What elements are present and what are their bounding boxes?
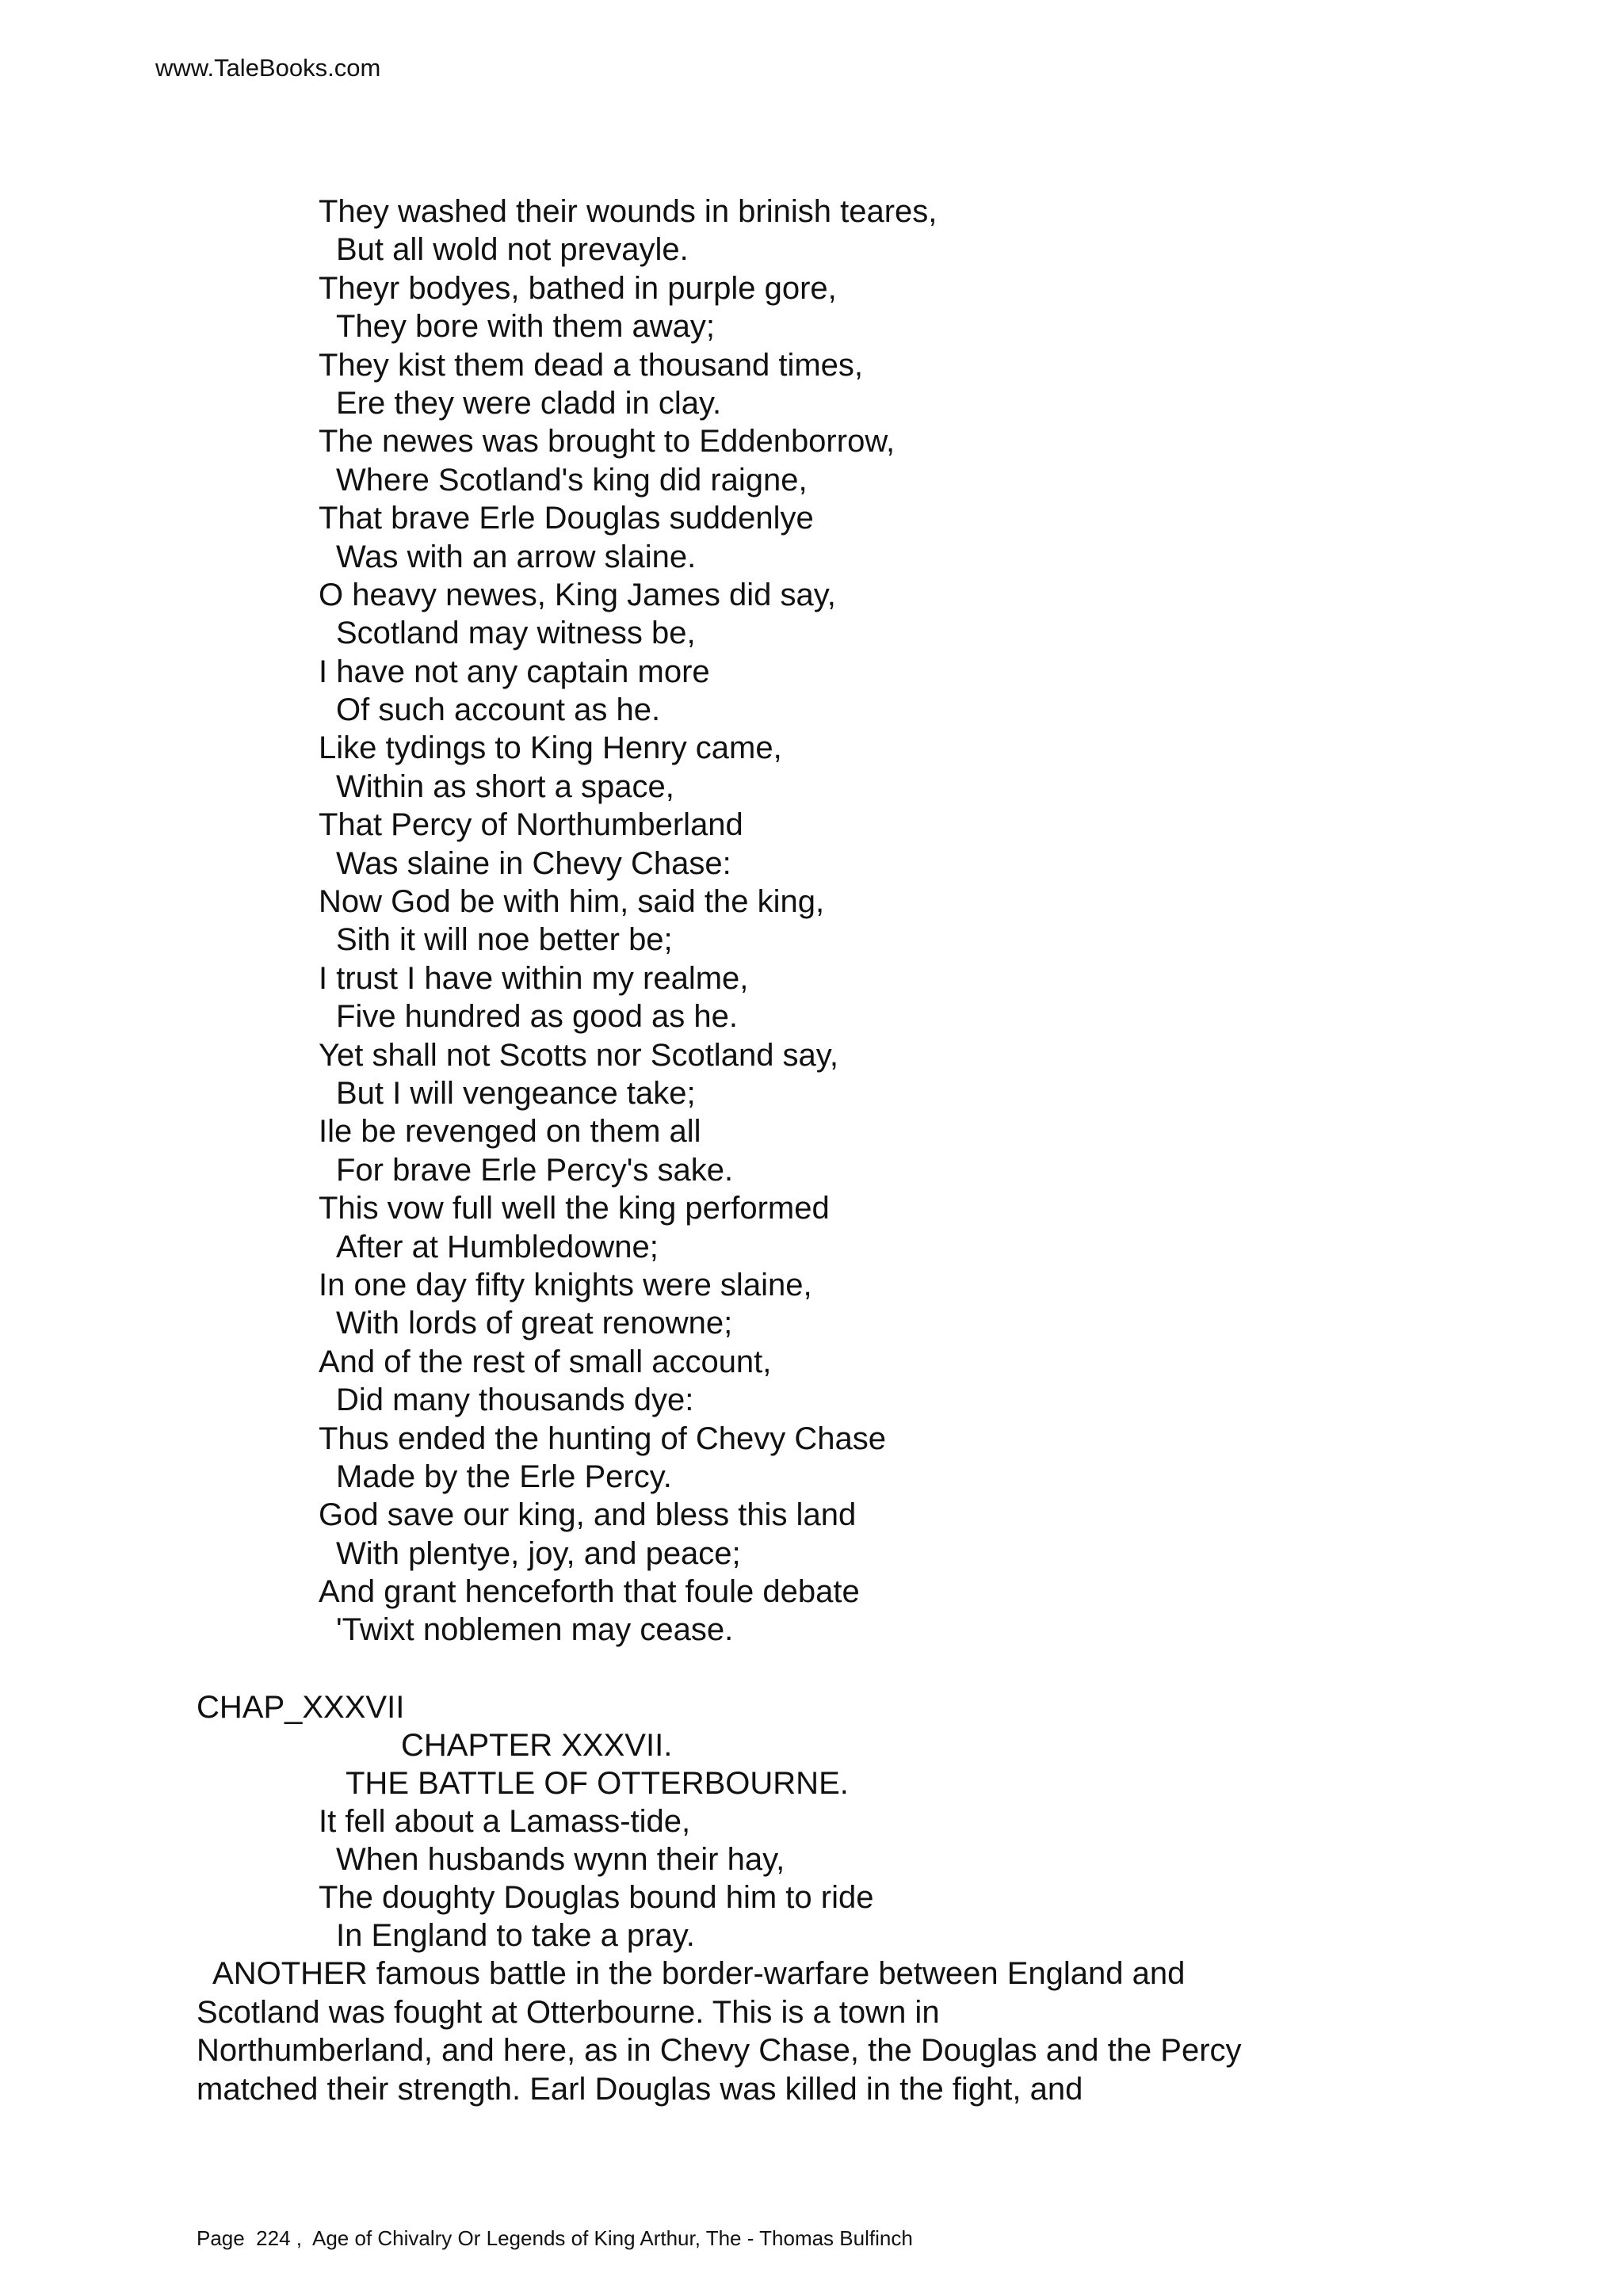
poem-line: Thus ended the hunting of Chevy Chase [319,1421,887,1456]
poem-line: Scotland may witness be, [336,616,696,651]
epigraph-line: It fell about a Lamass-tide, [319,1804,691,1839]
poem-line: God save our king, and bless this land [319,1497,857,1533]
poem-line: That brave Erle Douglas suddenlye [319,501,814,536]
poem-continuation [319,193,937,1650]
poem-line: In one day fifty knights were slaine, [319,1267,812,1302]
paragraph-line: ANOTHER famous battle in the border-warfare between England and [197,1956,1186,1991]
poem-line: After at Humbledowne; [336,1229,659,1264]
poem-line: Theyr bodyes, bathed in purple gore, [319,270,837,306]
chapter-subtitle: THE BATTLE OF OTTERBOURNE. [346,1766,849,1801]
paragraph-line: Northumberland, and here, as in Chevy Chase, the Douglas and the Percy [197,2033,1242,2068]
poem-line: And of the rest of small account, [319,1344,772,1379]
poem-line: But I will vengeance take; [336,1075,696,1111]
poem-line: Was with an arrow slaine. [336,539,697,574]
poem-line: Ile be revenged on them all [319,1114,701,1150]
poem-line: They kist them dead a thousand times, [319,347,864,383]
poem-line: O heavy newes, King James did say, [319,577,836,612]
epigraph-line: In England to take a pray. [336,1918,695,1953]
site-url: www.TaleBooks.com [155,54,381,82]
poem-line: Of such account as he. [336,692,661,728]
poem-line: With plentye, joy, and peace; [336,1535,741,1571]
poem-line: Within as short a space, [336,769,674,804]
poem-line: 'Twixt noblemen may cease. [336,1612,734,1648]
epigraph-line: When husbands wynn their hay, [336,1842,785,1877]
poem-line: The newes was brought to Eddenborrow, [319,424,896,460]
poem-line: I trust I have within my realme, [319,960,749,996]
poem-line: With lords of great renowne; [336,1306,733,1341]
poem-line: Yet shall not Scotts nor Scotland say, [319,1037,838,1073]
poem-line: Did many thousands dye: [336,1383,694,1418]
poem-line: But all wold not prevayle. [336,232,689,268]
poem-line: Where Scotland's king did raigne, [336,462,808,498]
paragraph-line: Scotland was fought at Otterbourne. This is a town in [197,1994,940,2030]
chapter-epigraph [197,1802,1528,1955]
chapter-section [197,1688,1528,2108]
poem-line: Was slaine in Chevy Chase: [336,845,731,881]
epigraph-line: The doughty Douglas bound him to ride [319,1880,874,1915]
chapter-anchor-id: CHAP_XXXVII [197,1690,405,1725]
poem-line: Now God be with him, said the king, [319,884,825,920]
poem-line: Five hundred as good as he. [336,999,739,1035]
poem-line: For brave Erle Percy's sake. [336,1152,734,1188]
poem-line: And grant henceforth that foule debate [319,1574,860,1610]
poem-line: Made by the Erle Percy. [336,1459,672,1494]
poem-line: This vow full well the king performed [319,1191,830,1226]
poem-line: I have not any captain more [319,654,710,689]
chapter-title: CHAPTER XXXVII. [401,1728,673,1763]
poem-line: Like tydings to King Henry came, [319,730,782,766]
poem-line: Sith it will noe better be; [336,922,673,958]
poem-line: That Percy of Northumberland [319,807,743,843]
paragraph-line: matched their strength. Earl Douglas was killed in the fight, and [197,2071,1083,2107]
page-footer: Page 224 , Age of Chivalry Or Legends of King Arthur, The - Thomas Bulfinch [197,2226,913,2250]
poem-line: They washed their wounds in brinish teares, [319,194,938,229]
chapter-paragraph [197,1955,1528,2108]
poem-line: They bore with them away; [336,309,715,345]
poem-line: Ere they were cladd in clay. [336,385,722,421]
